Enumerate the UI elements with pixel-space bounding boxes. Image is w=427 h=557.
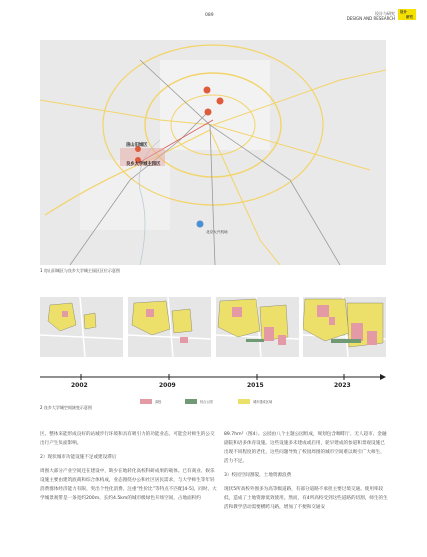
label-fangshan: 房山旧城区 — [126, 143, 148, 148]
plan-2009 — [128, 297, 211, 357]
body-paragraph: 区。整体来能形成良好的站城步行环境和具有吸引力的功能业态，可能会对师生的公交出行产生负面影响。 — [40, 432, 215, 446]
page-number: 089 — [205, 13, 214, 18]
logo-text-top: 设计 — [400, 10, 407, 14]
logo-text-bottom: 研究 — [406, 15, 413, 19]
location-map — [40, 40, 386, 265]
plan-2002 — [40, 297, 123, 357]
brand-en: DESIGN AND RESEARCH — [346, 16, 395, 21]
plan-2023 — [303, 297, 386, 357]
figure1-caption: 1 房山旧城区与良乡大学城主园区区位示意图 — [40, 268, 120, 273]
body-right-column — [224, 430, 388, 517]
figure2-legend — [140, 398, 340, 406]
body-paragraph: 周围大部分产业空间还在建设中，缺少在地转化高校科研成果的载体。已有商业、娱乐设施主要由建筑底商和综合体构成，业态围绕办公和社区居民需求，与大学师生等年轻消费群体经济能力有限、突出个性化消费、注重“性价比”等特点不匹配[4-5]。同时，大学城景观带是一条宽约200m、长约4.5km的城市级绿色开场空间，占地面积约 — [40, 469, 217, 501]
legend-swatch — [238, 399, 250, 404]
body-left-column — [40, 430, 218, 508]
body-subheading: 3）校园空间割裂，土地资源浪费 — [224, 473, 292, 478]
evolution-plans — [40, 297, 386, 357]
body-paragraph: 89.7hm²（图4）。公园由八个主题公园组成，规划包含咖啡厅、无人超市、金融副院和语多体育设施。这些设施多未建成或启用，轮早建成的参道和景观设施已出现不同程度的老化，这些问题导致了校园周围的城市空间难以吸引广大师生，活力不足。 — [224, 432, 387, 464]
label-airport: 北京大兴机场 — [206, 230, 228, 234]
body-paragraph: 现状5所高校外围多为高等级道路，有部分道路不承担主要过境交通。使用率较低，造成了土地资源低效使用。然而，有4所高校受到这些道路的切割，师生的生活和教学活动需要横跨马路，增加了不便和交通安 — [224, 487, 388, 510]
year-label: 2009 — [159, 382, 176, 389]
brand-cn: 设计与研究 — [375, 11, 395, 16]
label-liangxiang: 良乡大学城主园区 — [126, 162, 161, 167]
year-label: 2002 — [71, 382, 88, 389]
journal-logo — [398, 9, 416, 20]
legend-label: 高校 — [155, 400, 162, 404]
legend-swatch — [140, 399, 152, 404]
year-label: 2015 — [247, 382, 264, 389]
journal-brand — [347, 11, 395, 21]
figure2-caption: 2 良乡大学城空间演变示意图 — [40, 405, 92, 410]
legend-label: 综合公园 — [200, 400, 213, 404]
legend-swatch — [185, 399, 197, 404]
legend-label: 城市建成区域 — [253, 400, 273, 404]
timeline — [40, 372, 386, 394]
year-label: 2023 — [334, 382, 351, 389]
plan-2015 — [216, 297, 299, 357]
map-svg — [40, 40, 386, 265]
body-subheading: 2）现状城市功能设施不足或建设滞后 — [40, 455, 117, 460]
